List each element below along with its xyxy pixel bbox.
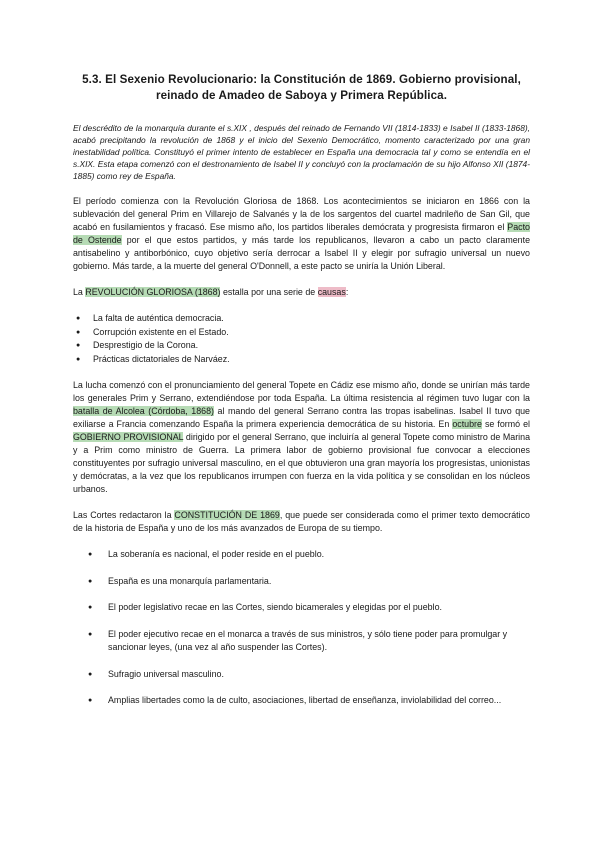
list-item: ● Amplias libertades como la de culto, asociaciones, libertad de enseñanza, inviolabilidad del correo... [73, 694, 530, 708]
document-page [73, 72, 530, 721]
highlight-octubre: octubre [452, 419, 482, 429]
highlight-causas: causas [317, 287, 346, 297]
intro-paragraph: El descrédito de la monarquía durante el s.XIX , después del reinado de Fernando VII (1814-1833) e Isabel II (1833-1868), acabó precipitando la revolución de 1868 y el inicio del Sexenio Democrático, momento caracterizado por una gran inestabilidad política. Constituyó el primer intento de establecer en España una democracia tal y como se entendía en el s.XIX. Esta etapa comenzó con el destronamiento de Isabel II y concluyó con la proclamación de su hijo Alfonso XII (1874-1885) como rey de España. [73, 123, 530, 181]
causes-list [73, 312, 530, 366]
paragraph-causes-intro: La REVOLUCIÓN GLORIOSA (1868) estalla por una serie de causas: [73, 287, 349, 297]
list-item: ● El poder legislativo recae en las Cortes, siendo bicamerales y elegidas por el pueblo. [73, 601, 530, 615]
constitution-points-list [73, 548, 530, 708]
paragraph-origins: El período comienza con la Revolución Gloriosa de 1868. Los acontecimientos se iniciaron en 1866 con la sublevación del general Prim en Villarejo de Salvanés y la de los sargentos del cuartel madrileño de San Gil, que acabó en fusilamientos y fracasó. Ese mismo año, los partidos liberales demócrata y progresista firmaron el Pacto de Ostende por el que estos partidos, y más tarde los republicanos, llevaron a cabo un pacto claramente antisabelino y antiborbónico, cuyo objetivo sería derrocar a Isabel II y elegir por sufragio universal un nuevo gobierno. Más tarde, a la muerte del general O'Donnell, a este pacto se uniría la Unión Liberal. [73, 196, 531, 271]
list-item: ● España es una monarquía parlamentaria. [73, 575, 530, 589]
highlight-revolucion-gloriosa: REVOLUCIÓN GLORIOSA (1868) [85, 287, 221, 297]
list-item: ● Desprestigio de la Corona. [73, 339, 530, 353]
highlight-constitucion-1869: CONSTITUCIÓN DE 1869 [174, 510, 280, 520]
list-item: ● Sufragio universal masculino. [73, 668, 530, 682]
list-item: ● Corrupción existente en el Estado. [73, 326, 530, 340]
list-item: ● El poder ejecutivo recae en el monarca a través de sus ministros, y sólo tiene poder para promulgar y sancionar leyes, (una vez al año suspender las Cortes). [73, 628, 530, 655]
highlight-batalla-alcolea: batalla de Alcolea (Córdoba, 1868) [73, 406, 214, 416]
paragraph-struggle: La lucha comenzó con el pronunciamiento del general Topete en Cádiz ese mismo año, donde se unirían más tarde los generales Prim y Serrano, extendiéndose por toda España. La última resistencia al régimen tuvo lugar con la batalla de Alcolea (Córdoba, 1868) al mando del general Serrano contra las tropas isabelinas. Isabel II tuvo que exiliarse a Francia comenzando España la primera experiencia democrática de su historia. En octubre se formó el GOBIERNO PROVISIONAL dirigido por el general Serrano, que incluiría al general Topete como ministro de Marina y a Prim como ministro de Guerra. La primera labor de gobierno provisional fue convocar a elecciones constituyentes por sufragio universal masculino, en el que obtuvieron una gran mayoría los progresistas, unionistas y demócratas, a la vez que los republicanos irrumpen con fuerza en la vida política y se consolidan en los núcleos urbanos. [73, 380, 531, 494]
list-item: ● La soberanía es nacional, el poder reside en el pueblo. [73, 548, 530, 562]
list-item: ● Prácticas dictatoriales de Narváez. [73, 353, 530, 367]
list-item: ● La falta de auténtica democracia. [73, 312, 530, 326]
highlight-pacto-ostende: Pacto de Ostende [73, 222, 530, 245]
highlight-gobierno-provisional: GOBIERNO PROVISIONAL [73, 432, 184, 442]
paragraph-constitution: Las Cortes redactaron la CONSTITUCIÓN DE 1869, que puede ser considerada como el primer texto democrático de la historia de España y uno de los más avanzados de Europa de su tiempo. [73, 510, 530, 533]
document-title: 5.3. El Sexenio Revolucionario: la Constitución de 1869. Gobierno provisional, reinado de Amadeo de Saboya y Primera República. [82, 73, 521, 102]
